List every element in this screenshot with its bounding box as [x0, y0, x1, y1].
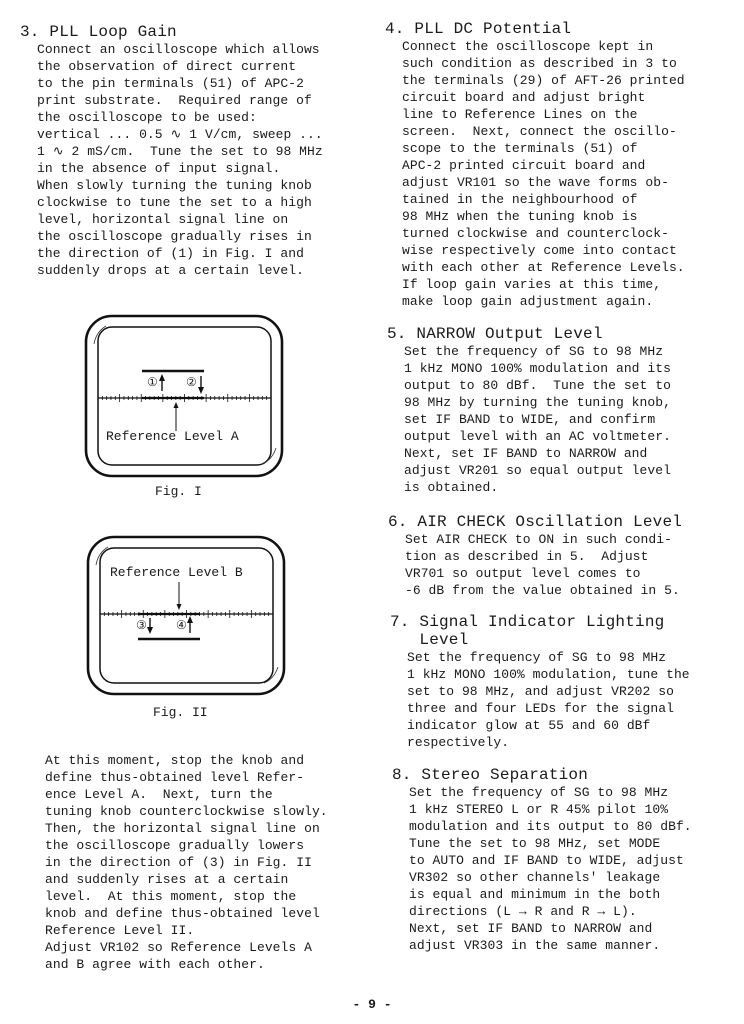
text-line: Connect an oscilloscope which allows	[37, 42, 320, 57]
text-line: suddenly drops at a certain level.	[37, 263, 304, 278]
text-line: Set the frequency of SG to 98 MHz	[409, 785, 669, 800]
text-line: Next, set IF BAND to NARROW and	[404, 446, 648, 461]
text-line: to the pin terminals (51) of APC-2	[37, 76, 304, 91]
text-line: with each other at Reference Levels.	[402, 260, 685, 275]
text-line: set to 98 MHz, and adjust VR202 so	[407, 684, 674, 699]
figure-2	[86, 535, 286, 720]
text-line: 98 MHz when the tuning knob is	[402, 209, 638, 224]
section-6-title: 6. AIR CHECK Oscillation Level	[388, 513, 683, 531]
text-line: in the direction of (3) in Fig. II	[45, 855, 312, 870]
text-line: is obtained.	[404, 480, 499, 495]
text-line: adjust VR201 so equal output level	[404, 463, 671, 478]
section-8-title: 8. Stereo Separation	[392, 766, 589, 784]
text-line: -6 dB from the value obtained in 5.	[405, 583, 680, 598]
text-line: set IF BAND to WIDE, and confirm	[404, 412, 656, 427]
text-line: 1 kHz MONO 100% modulation, tune the	[407, 667, 690, 682]
text-line: the observation of direct current	[37, 59, 297, 74]
text-line: 98 MHz by turning the tuning knob,	[404, 395, 671, 410]
graticule-axis-1	[98, 394, 271, 402]
text-line: such condition as described in 3 to	[402, 56, 677, 71]
text-line: 1 ∿ 2 mS/cm. Tune the set to 98 MHz	[37, 144, 323, 159]
figure-1-caption: Fig. I	[155, 484, 202, 499]
arrow-up-icon	[187, 616, 193, 623]
text-line: in the absence of input signal.	[37, 161, 281, 176]
reference-level-a-label: Reference Level A	[106, 429, 239, 444]
text-line: output to 80 dBf. Tune the set to	[404, 378, 671, 393]
section-7-title-line-2: Level	[390, 631, 469, 649]
section-7-body	[390, 649, 690, 751]
text-line: 1 kHz STEREO L or R 45% pilot 10%	[409, 802, 669, 817]
arrow-up-icon	[174, 402, 179, 408]
text-line: level. At this moment, stop the	[45, 889, 297, 904]
oscilloscope-screen-1	[84, 314, 284, 482]
section-6-body	[388, 531, 682, 599]
text-line: the oscilloscope gradually rises in	[37, 229, 312, 244]
text-line: Tune the set to 98 MHz, set MODE	[409, 836, 661, 851]
section-3-continuation	[28, 752, 328, 973]
text-line: At this moment, stop the knob and	[45, 753, 305, 768]
text-line: Set AIR CHECK to ON in such condi-	[405, 532, 672, 547]
section-5-body	[387, 343, 671, 496]
text-line: VR701 so output level comes to	[405, 566, 641, 581]
section-5-title: 5. NARROW Output Level	[387, 325, 603, 343]
text-line: respectively.	[407, 735, 510, 750]
arrow-down-icon	[147, 627, 153, 634]
section-8-body	[392, 784, 692, 954]
text-line: three and four LEDs for the signal	[407, 701, 674, 716]
section-4-title: 4. PLL DC Potential	[385, 20, 572, 38]
text-line: Next, set IF BAND to NARROW and	[409, 921, 653, 936]
marker-2: ②	[186, 376, 197, 390]
text-line: clockwise to tune the set to a high	[37, 195, 312, 210]
text-line: screen. Next, connect the oscillo-	[402, 124, 677, 139]
graticule-axis-2	[100, 610, 273, 618]
text-line: If loop gain varies at this time,	[402, 277, 662, 292]
text-line: the direction of (1) in Fig. I and	[37, 246, 304, 261]
section-3-title: 3. PLL Loop Gain	[20, 23, 177, 41]
text-line: 1 kHz MONO 100% modulation and its	[404, 361, 671, 376]
text-line: adjust VR303 in the same manner.	[409, 938, 661, 953]
text-line: ence Level A. Next, turn the	[45, 787, 273, 802]
text-line: knob and define thus-obtained level	[45, 906, 320, 921]
text-line: and B agree with each other.	[45, 957, 265, 972]
text-line: When slowly turning the tuning knob	[37, 178, 312, 193]
text-line: Set the frequency of SG to 98 MHz	[404, 344, 664, 359]
section-4-pll-dc-potential	[385, 20, 685, 310]
reference-level-b-label: Reference Level B	[110, 565, 243, 580]
text-line: output level with an AC voltmeter.	[404, 429, 671, 444]
text-line: Adjust VR102 so Reference Levels A	[45, 940, 312, 955]
marker-4: ④	[176, 619, 187, 633]
section-4-body	[385, 38, 685, 310]
section-7-signal-indicator-lighting-level	[390, 613, 690, 751]
text-line: level, horizontal signal line on	[37, 212, 289, 227]
section-3-body	[20, 41, 323, 279]
text-line: tained in the neighbourhood of	[402, 192, 638, 207]
section-6-air-check-oscillation-level	[388, 513, 682, 599]
figure-1	[84, 314, 284, 499]
text-line: wise respectively come into contact	[402, 243, 677, 258]
text-line: scope to the terminals (51) of	[402, 141, 638, 156]
section-8-stereo-separation	[392, 766, 692, 954]
page-number: - 9 -	[352, 997, 392, 1012]
text-line: Connect the oscilloscope kept in	[402, 39, 654, 54]
figure-2-caption: Fig. II	[153, 705, 208, 720]
text-line: circuit board and adjust bright	[402, 90, 646, 105]
text-line: tuning knob counterclockwise slowly.	[45, 804, 328, 819]
text-line: line to Reference Lines on the	[402, 107, 638, 122]
text-line: Reference Level II.	[45, 923, 195, 938]
arrow-down-icon	[198, 387, 204, 394]
text-line: the oscilloscope to be used:	[37, 110, 257, 125]
text-line: indicator glow at 55 and 60 dBf	[407, 718, 651, 733]
marker-3: ③	[136, 619, 147, 633]
marker-1: ①	[147, 376, 158, 390]
text-line: make loop gain adjustment again.	[402, 294, 654, 309]
text-line: to AUTO and IF BAND to WIDE, adjust	[409, 853, 684, 868]
text-line: and suddenly rises at a certain	[45, 872, 289, 887]
text-line: tion as described in 5. Adjust	[405, 549, 649, 564]
section-3-pll-loop-gain	[20, 23, 323, 279]
text-line: is equal and minimum in the both	[409, 887, 661, 902]
section-5-narrow-output-level	[387, 325, 671, 496]
text-line: vertical ... 0.5 ∿ 1 V/cm, sweep ...	[37, 127, 323, 142]
text-line: APC-2 printed circuit board and	[402, 158, 646, 173]
text-line: modulation and its output to 80 dBf.	[409, 819, 692, 834]
text-line: turned clockwise and counterclock-	[402, 226, 669, 241]
text-line: print substrate. Required range of	[37, 93, 312, 108]
text-line: adjust VR101 so the wave forms ob-	[402, 175, 669, 190]
text-line: Set the frequency of SG to 98 MHz	[407, 650, 667, 665]
text-line: the terminals (29) of AFT-26 printed	[402, 73, 685, 88]
section-7-title: 7. Signal Indicator Lighting	[390, 613, 665, 631]
arrow-up-icon	[159, 374, 165, 381]
text-line: VR302 so other channels' leakage	[409, 870, 661, 885]
text-line: Then, the horizontal signal line on	[45, 821, 320, 836]
text-line: the oscilloscope gradually lowers	[45, 838, 305, 853]
text-line: define thus-obtained level Refer-	[45, 770, 305, 785]
arrow-down-icon	[177, 604, 182, 610]
text-line: directions (L → R and R → L).	[409, 904, 637, 919]
section-3-continuation-body	[28, 752, 328, 973]
